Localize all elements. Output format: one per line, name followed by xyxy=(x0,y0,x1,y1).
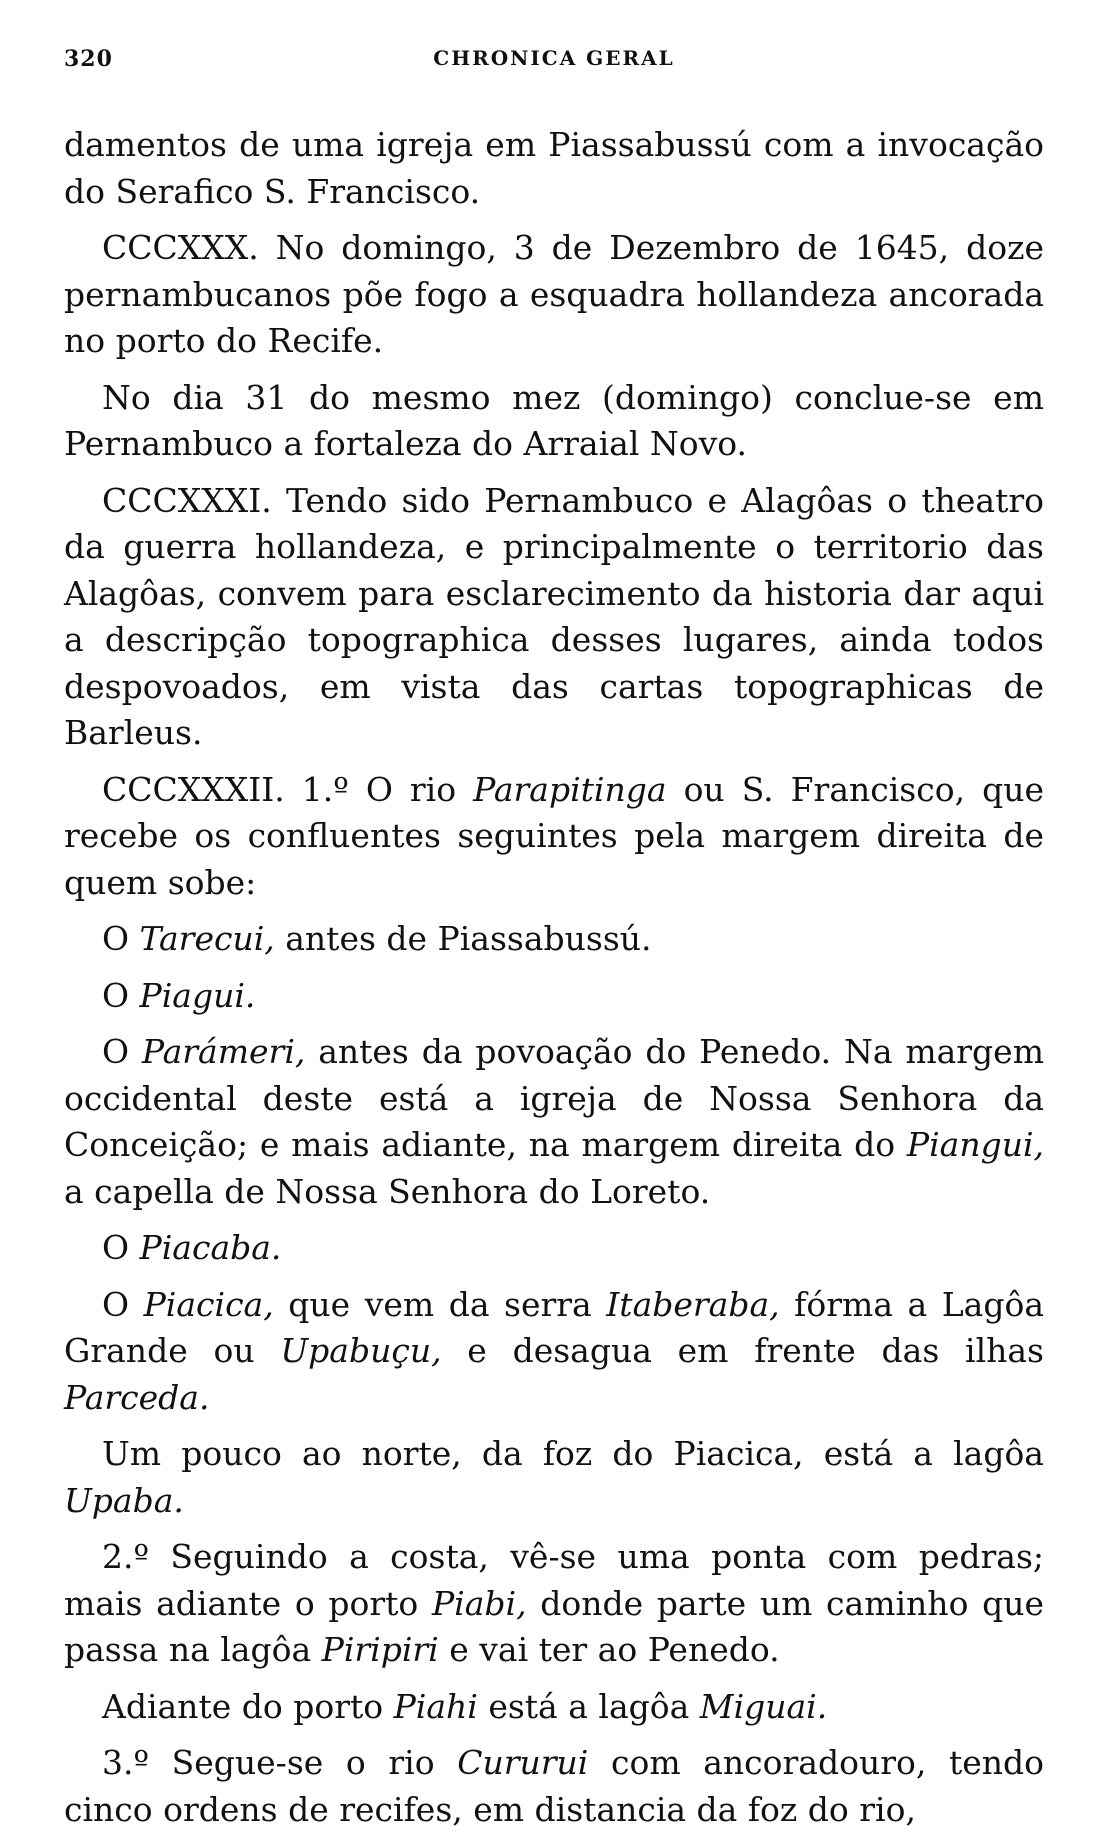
text-run: 2.º Seguindo a costa, vê-se uma ponta com pedras; mais adiante o porto xyxy=(64,1537,1044,1623)
text-run: está a lagôa xyxy=(477,1686,700,1726)
text-run: 3.º Segue-se o rio xyxy=(102,1743,458,1782)
italic-place-name: Upaba. xyxy=(64,1480,184,1520)
paragraph-8 xyxy=(64,1029,1044,1215)
italic-river-name: Piangui, xyxy=(906,1125,1044,1164)
text-run: e vai ter ao Penedo. xyxy=(438,1630,780,1669)
italic-river-name: Tarecui, xyxy=(139,919,275,958)
italic-river-name: Piagui. xyxy=(139,975,256,1015)
paragraph-6 xyxy=(64,916,1044,963)
text-run: a capella de Nossa Senhora do Loreto. xyxy=(64,1171,711,1211)
text-run: antes de Piassabussú. xyxy=(274,919,652,958)
paragraph-11 xyxy=(64,1431,1044,1524)
running-head xyxy=(64,38,1044,78)
page-number: 320 xyxy=(64,46,113,72)
paragraph-10 xyxy=(64,1282,1044,1422)
italic-river-name: Piacica, xyxy=(143,1284,274,1324)
italic-river-name: Parapitinga xyxy=(473,769,667,809)
text-run: Adiante do porto xyxy=(102,1686,394,1726)
paragraph-13 xyxy=(64,1684,1044,1731)
text-run: O xyxy=(102,975,140,1015)
paragraph-5 xyxy=(64,767,1044,907)
text-run: ou S. Francisco, que recebe os confluentes seguintes pela margem direita de quem sobe: xyxy=(64,769,1044,902)
paragraph-2: CCCXXX. No domingo, 3 de Dezembro de 1645, doze pernambucanos põe fogo a esquadra hollandeza ancorada no porto do Recife. xyxy=(64,228,1044,360)
text-run: O xyxy=(102,1228,140,1267)
text-run: O xyxy=(102,1284,144,1324)
italic-place-name: Piahi xyxy=(393,1686,478,1726)
text-run: O xyxy=(102,1032,142,1071)
text-run: donde parte um caminho que passa na lagôa xyxy=(64,1583,1045,1669)
paragraph-3: No dia 31 do mesmo mez (domingo) conclue-se em Pernambuco a fortaleza do Arraial Novo. xyxy=(64,377,1044,463)
running-title: CHRONICA GERAL xyxy=(433,46,675,70)
italic-place-name: Upabuçu, xyxy=(280,1331,442,1370)
text-run: O xyxy=(102,919,140,958)
book-page xyxy=(64,38,1044,1833)
italic-place-name: Piabi, xyxy=(431,1583,527,1623)
paragraph-1: damentos de uma igreja em Piassabussú com a invocação do Serafico S. Francisco. xyxy=(64,125,1044,211)
body-text xyxy=(64,122,1044,1833)
paragraph-4: CCCXXXI. Tendo sido Pernambuco e Alagôas o theatro da guerra hollandeza, e principalmente o territorio das Alagôas, convem para esclarecimento da historia dar aqui a descripção topographica desses lugares, ainda todos despovoados, em vista das cartas topographicas de Barleus. xyxy=(64,480,1044,752)
italic-place-name: Itaberaba, xyxy=(606,1284,780,1324)
paragraph-12 xyxy=(64,1534,1044,1674)
paragraph-9 xyxy=(64,1225,1044,1272)
italic-place-name: Miguai. xyxy=(699,1686,828,1726)
text-run: com ancoradouro, tendo cinco ordens de recifes, em distancia da foz do rio, xyxy=(64,1743,1044,1829)
italic-river-name: Parámeri, xyxy=(141,1032,306,1071)
italic-place-name: Piripiri xyxy=(321,1630,439,1669)
paragraph-7 xyxy=(64,973,1044,1020)
text-run: antes da povoação do Penedo. Na margem occidental deste está a igreja de Nossa Senhora da Conceição; e mais adiante, na margem direita do xyxy=(64,1032,1045,1164)
text-run: Um pouco ao norte, da foz do Piacica, está a lagôa xyxy=(102,1434,1044,1473)
text-run: que vem da serra xyxy=(273,1284,607,1324)
text-run: CCCXXXII. 1.º O rio xyxy=(102,769,474,809)
text-run: fórma a Lagôa Grande ou xyxy=(64,1284,1044,1370)
text-run: e desagua em frente das ilhas xyxy=(441,1331,1044,1370)
italic-river-name: Cururui xyxy=(457,1743,589,1782)
paragraph-14 xyxy=(64,1740,1044,1833)
italic-river-name: Piacaba. xyxy=(139,1228,282,1267)
italic-place-name: Parceda. xyxy=(64,1377,210,1417)
